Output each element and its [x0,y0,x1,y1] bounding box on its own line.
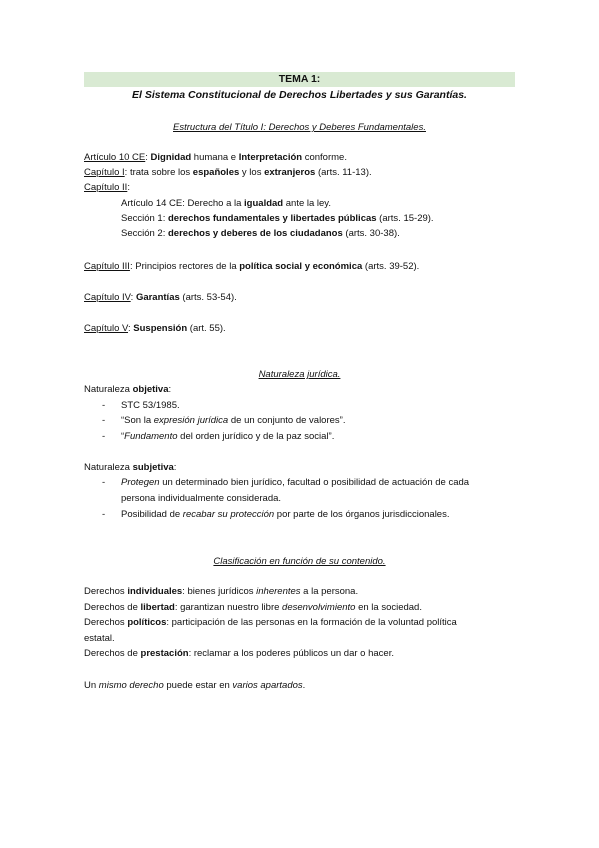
nature-heading: Naturaleza jurídica. [258,369,341,380]
subjective-label: Naturaleza subjetiva: [84,462,177,473]
class-line-politicos: Derechos políticos: participación de las personas en la formación de la voluntad política [84,617,457,628]
cap5-line: Capítulo V: Suspensión (art. 55). [84,323,226,334]
objective-label: Naturaleza objetiva: [84,384,172,395]
class-line-libertad: Derechos de libertad: garantizan nuestro libre desenvolvimiento en la sociedad. [84,602,422,613]
class-line-note: Un mismo derecho puede estar en varios apartados. [84,680,306,691]
page-title: TEMA 1: [278,73,321,85]
cap5-ref: Capítulo V [84,323,129,334]
cap1-line: Capítulo I: trata sobre los españoles y los extranjeros (arts. 11-13). [84,167,372,178]
classification-heading: Clasificación en función de su contenido. [213,556,386,567]
sec1-line: Sección 1: derechos fundamentales y libertades públicas (arts. 15-29). [121,213,434,224]
cap2-ref: Capítulo II [84,182,128,193]
cap2-line: Capítulo II: [84,182,130,193]
subjective-item-1-cont: persona individualmente considerada. [121,493,282,504]
sec2-line: Sección 2: derechos y deberes de los ciudadanos (arts. 30-38). [121,228,400,239]
cap3-line: Capítulo III: Principios rectores de la política social y económica (arts. 39-52). [84,261,420,272]
page-subtitle: El Sistema Constitucional de Derechos Libertades y sus Garantías. [132,89,467,101]
class-line-individuales: Derechos individuales: bienes jurídicos inherentes a la persona. [84,586,359,597]
class-line-politicos-cont: estatal. [84,633,115,644]
bullet-dash: - [102,415,106,426]
art10-line: Artículo 10 CE: Dignidad humana e Interpretación conforme. [84,152,347,163]
cap1-ref: Capítulo I [84,167,125,178]
class-line-prestacion: Derechos de prestación: reclamar a los poderes públicos un dar o hacer. [84,648,394,659]
document-page: TEMA 1: El Sistema Constitucional de Derechos Libertades y sus Garantías. Estructura del Título I: Derechos y Deberes Fundamentales. Artículo 10 CE: Dignidad humana e Interpretación conforme. Capítulo I: trata sobre los españoles y los extranjeros (arts. 11-13). Capítulo II: Artículo 14 CE: Derecho a la igualdad ante la ley. Sección 1: derechos fundamentales y libertades públicas (arts. 15-29). Sección 2: derechos y deberes de los ciudadanos (arts. 30-38). Capítulo III: Principios rectores de la política social y económica (arts. 39-52). Capítulo IV: Garantías (arts. 53-54). Capítulo V: Suspensión (art. 55). Naturaleza jurídica. Naturaleza objetiva: - STC 53/1985. - “Son la expresión jurídica de un conjunto de valores”. - “Fundamento del orden jurídico y de la paz social”. Naturaleza subjetiva: - Protegen un determinado bien jurídico, facultad o posibilidad de actuación de cada persona individualmente considerada. - Posibilidad de recabar su protección por parte de los órganos jurisdiccionales. Clasificación en función de su contenido. Derechos individuales: bienes jurídicos inherentes a la persona. Derechos de libertad: garantizan nuestro libre desenvolvimiento en la sociedad. Derechos políticos: participación de las personas en la formación de la voluntad política estatal. Derechos de prestación: reclamar a los poderes públicos un dar o hacer. Un mismo derecho puede estar en varios apartados. [0,0,599,848]
art14-line: Artículo 14 CE: Derecho a la igualdad ante la ley. [121,198,331,209]
bullet-dash: - [102,509,106,520]
bullet-dash: - [102,400,106,411]
cap4-line: Capítulo IV: Garantías (arts. 53-54). [84,292,237,303]
bullet-dash: - [102,431,106,442]
cap3-ref: Capítulo III [84,261,130,272]
structure-heading: Estructura del Título I: Derechos y Deberes Fundamentales. [173,122,426,133]
bullet-dash: - [102,477,106,488]
cap4-ref: Capítulo IV [84,292,131,303]
art10-ref: Artículo 10 CE [84,152,146,163]
